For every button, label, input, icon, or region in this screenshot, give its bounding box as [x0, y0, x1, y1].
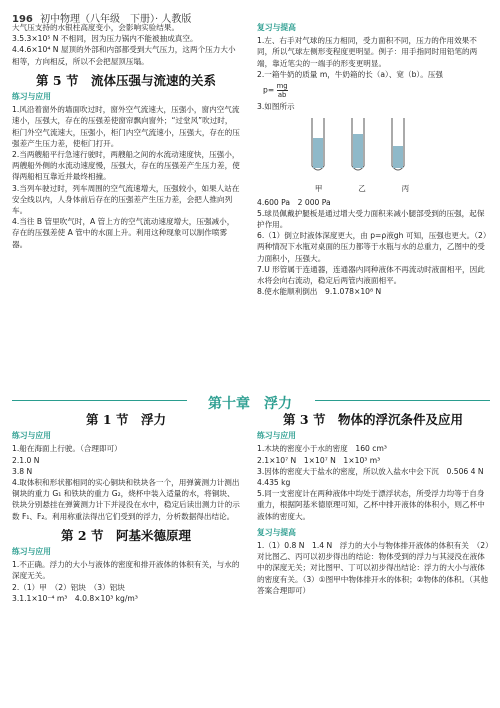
- list-item: 3.如图所示: [257, 102, 295, 112]
- list-item: 1.不正确。浮力的大小与液体的密度和排开液体的体积有关，与水的深度无关。: [12, 560, 240, 581]
- pressure-formula: $p= \frac{mg}{ab}$: [263, 82, 288, 100]
- list-item: 4.600 Pa 2 000 Pa: [257, 197, 331, 207]
- chapter-rule-right: [315, 400, 490, 401]
- formula-numerator: mg: [276, 82, 288, 91]
- tube-label: 乙: [358, 184, 366, 194]
- list-item: 1.左、右手对气球的压力相同，受力面积不同，压力的作用效果不同，所以气球左侧形变程度更明显。例子：用手指同时用铅笔的两端，靠近笔尖的一端手的形变更明显。: [257, 36, 478, 68]
- chapter-banner: [0, 389, 500, 413]
- list-item: 2.一箱牛奶的质量 m，牛奶箱的长（a）、宽（b）。压强: [257, 69, 443, 79]
- chapter-title: 第十章 浮力: [208, 396, 292, 412]
- list-item: 2.当两艘船平行急速行驶时，两艘船之间的水流动速度快，压强小，两艘船外侧的水流动速度慢，压强大，存在的压强差产生压力差，使得两船相互靠近并最终相撞。: [12, 150, 240, 182]
- left-column-top: [12, 22, 240, 250]
- list-item: 3.1.1×10⁻⁴ m³ 4.0.8×10³ kg/m³: [12, 593, 138, 603]
- list-item: 5.球员佩戴护腿板是通过增大受力面积来减小腿部受到的压强，起保护作用。: [257, 208, 485, 230]
- list-item: 4.435 kg: [257, 478, 291, 488]
- tube-label: 甲: [314, 184, 323, 194]
- list-item: 1.（1）0.8 N 1.4 N 浮力的大小与物体排开液体的体积有关 （2）对比图乙、丙可以初步得出的结论：物体受到的浮力与其浸没在液体中的深度无关；对比图甲、丁可以初步得出结论：浮力的大小与液体的密度有关。（3）①图甲中物体排开水的体积；②物体的体积。（其他答案合理即可）: [257, 541, 489, 595]
- list-item: 4.取体积和形状都相同的实心铜块和铁块各一个，用弹簧测力计测出铜块的重力 G₁ 和铁块的重力 G₂，烧杯中装入适量的水，将铜块、铁块分别悬挂在弹簧测力计下并浸没在水中，稳定后读出测力计的示数 F₁、F₂。利用称重法得出它们受到的浮力，分析数据得出结论。: [12, 478, 240, 521]
- list-item: 2.1.0 N: [12, 455, 40, 465]
- list-item: 2.（1）甲 （2）铝块 （3）铝块: [12, 582, 125, 592]
- page-number: 196: [12, 14, 33, 25]
- tube-label: 丙: [401, 184, 410, 194]
- section-title: 第 3 节 物体的浮沉条件及应用: [283, 412, 463, 427]
- list-item: 3.5.3×10⁵ N 不相同，因为压力锅内不能被抽成真空。: [12, 34, 198, 44]
- list-item: 6.（1）倒立时液体深度更大，由 p=ρ液gh 可知，压强也更大。（2）两种情况下水瓶对桌面的压力都等于水瓶与水的总重力，乙图中的受力面积小，压强大。: [257, 231, 487, 263]
- list-item: 5.同一支密度计在两种液体中均处于漂浮状态，所受浮力均等于自身重力，根据阿基米德原理可知，乙杯中排开液体的体积小，则乙杯中液体的密度大。: [257, 489, 485, 521]
- list-item: 8.使水能顺利倒出 9.1.078×10⁸ N: [257, 287, 382, 297]
- subsection-label: 练习与应用: [12, 92, 51, 102]
- list-item: 1.船在海面上行驶。（合理即可）: [12, 444, 122, 454]
- list-item: 3.因体的密度大于盐水的密度，所以放入盐水中会下沉 0.506 4 N: [257, 466, 484, 476]
- formula-denominator: ab: [277, 91, 287, 100]
- list-item: 3.8 N: [12, 466, 33, 476]
- section-title: 第 2 节 阿基米德原理: [61, 527, 191, 543]
- tubes-figure: [297, 116, 489, 194]
- subsection-label: 练习与应用: [12, 547, 51, 557]
- list-item: 大气压支持的水银柱高度变小，会影响实验结果。: [12, 23, 180, 32]
- list-item: 1.风沿着窗外的墙面吹过时，窗外空气流速大，压强小，窗内空气流速小，压强大，存在的压强差使窗帘飘向窗外；“过堂风”吹过时，柜门外空气流速大，压强小，柜门内空气流速小，压强大，存在的压强差产生压力差，使柜门打开。: [12, 105, 240, 148]
- list-item: 3.当列车驶过时，列车周围的空气流速增大，压强较小，如果人站在安全线以内，人身体前后存在的压强差产生压力差，会把人推向列车。: [12, 183, 240, 216]
- book-title: 初中物理（八年级 下册）· 人教版: [40, 14, 192, 25]
- right-column-bottom: [257, 412, 489, 596]
- section-title: 第 5 节 流体压强与流速的关系: [36, 72, 216, 88]
- left-column-bottom: [12, 412, 240, 604]
- section-title: 第 1 节 浮力: [86, 412, 166, 427]
- subsection-label: 练习与应用: [257, 431, 296, 441]
- list-item: 4.当往 B 管里吹气时，A 管上方的空气流动速度增大，压强减小，存在的压强差使 A 管中的水面上升。利用这种现象可以制作喷雾器。: [12, 217, 235, 249]
- subsection-label: 练习与应用: [12, 431, 51, 441]
- list-item: 4.4.6×10⁴ N 屋顶的外部和内部都受到大气压力，这两个压力大小相等，方向相反，所以不会把屋顶压塌。: [12, 45, 236, 66]
- list-item: 7.U 形管属于连通器，连通器内同种液体不再流动时液面相平，因此水将会向右流动，稳定后两管内液面相平。: [257, 264, 485, 286]
- list-item: 1.木块的密度小于水的密度 160 cm³: [257, 444, 387, 454]
- right-column-top: [257, 22, 489, 297]
- subsection-label: 复习与提高: [257, 527, 296, 537]
- list-item: 2.1×10⁷ N 1×10⁷ N 1×10³ m³: [257, 455, 381, 465]
- subsection-label: 复习与提高: [257, 23, 296, 32]
